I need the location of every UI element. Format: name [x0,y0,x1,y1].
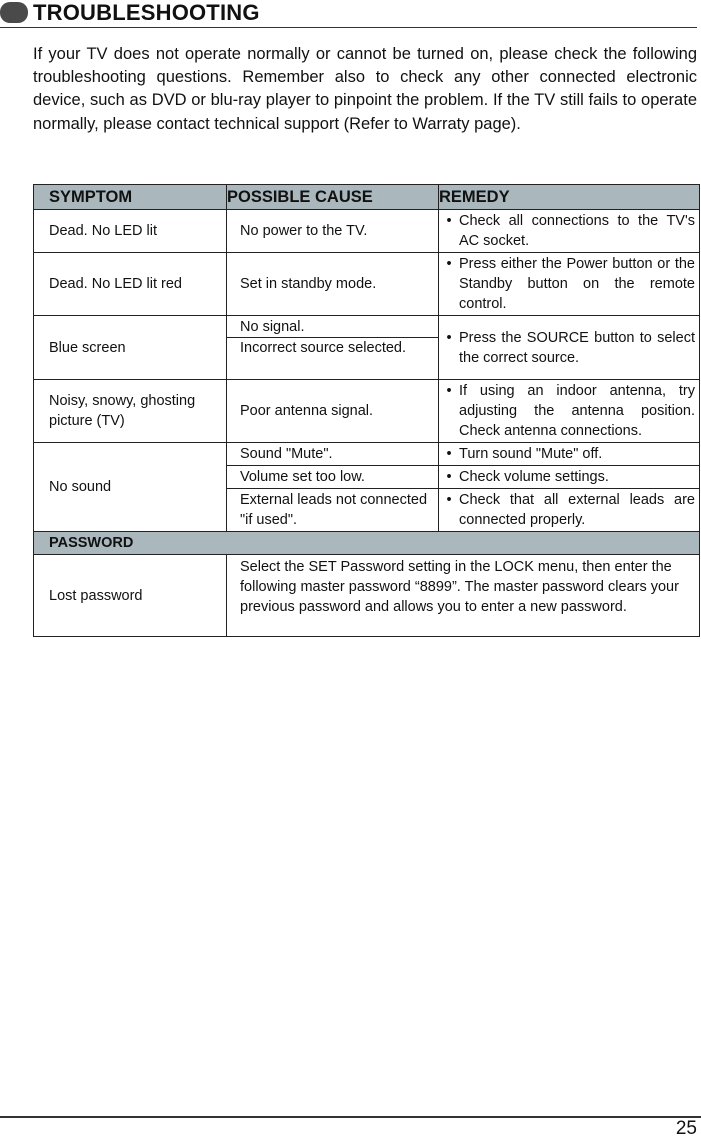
cause-cell: No power to the TV. [227,210,439,253]
password-heading: PASSWORD [34,532,700,555]
symptom-cell: Blue screen [34,316,227,380]
remedy-cell [439,466,700,489]
remedy-text: Check volume settings. [459,469,609,485]
footer-divider [0,1116,701,1118]
symptom-cell: Dead. No LED lit [34,210,227,253]
remedy-text: Press the SOURCE button to select the correct source. [459,329,695,366]
remedy-text: Press either the Power button or the Standby button on the remote control. [459,256,695,312]
bullet-icon: • [446,256,452,272]
bullet-icon: • [446,213,452,229]
cause-cell: External leads not connected "if used". [227,489,439,532]
remedy-cell [439,489,700,532]
cause-cell: No signal. [227,316,439,338]
header-remedy: REMEDY [439,185,700,210]
table-row [34,316,700,338]
remedy-text: Check that all external leads are connected properly. [459,492,695,528]
remedy-cell [439,380,700,443]
remedy-cell [439,316,700,380]
remedy-cell [439,253,700,316]
bullet-icon: • [446,383,452,399]
symptom-cell: No sound [34,443,227,532]
password-section-row [34,532,700,555]
password-remedy-text: Select the SET Password setting in the LOCK menu, then enter the following master password “8899”. The master password clears your previous password and allows you to enter a new password. [227,555,700,637]
remedy-text: Turn sound "Mute" off. [459,446,603,462]
table-header-row [34,185,700,210]
table-row [34,555,700,637]
bullet-icon: • [446,492,452,508]
cause-cell: Incorrect source selected. [227,338,439,380]
table-row [34,380,700,443]
remedy-cell [439,443,700,466]
bullet-icon: • [446,329,452,346]
remedy-cell [439,210,700,253]
cause-cell: Set in standby mode. [227,253,439,316]
remedy-text: If using an indoor antenna, try adjusting the antenna position. Check antenna connections. [459,383,695,439]
header-symptom: SYMPTOM [34,185,227,210]
page-title: TROUBLESHOOTING [33,0,260,25]
troubleshooting-table [33,184,700,637]
section-marker-icon [0,2,28,23]
bullet-icon: • [446,446,452,462]
header-possible-cause: POSSIBLE CAUSE [227,185,439,210]
symptom-cell: Dead. No LED lit red [34,253,227,316]
remedy-text: Check all connections to the TV's AC socket. [459,213,695,249]
cause-cell: Poor antenna signal. [227,380,439,443]
intro-paragraph: If your TV does not operate normally or cannot be turned on, please check the following troubleshooting questions. Remember also to check any other connected electronic device, such as DVD or blu-ray player to pinpoint the problem. If the TV still fails to operate normally, please contact technical support (Refer to Warraty page). [33,45,697,133]
page-number: 25 [675,1118,697,1139]
symptom-cell: Noisy, snowy, ghosting picture (TV) [34,380,227,443]
cause-cell: Volume set too low. [227,466,439,489]
table-row [34,210,700,253]
table-row [34,253,700,316]
table-row [34,443,700,466]
cause-cell: Sound "Mute". [227,443,439,466]
page-header [0,0,697,28]
bullet-icon: • [446,469,452,485]
symptom-cell: Lost password [34,555,227,637]
